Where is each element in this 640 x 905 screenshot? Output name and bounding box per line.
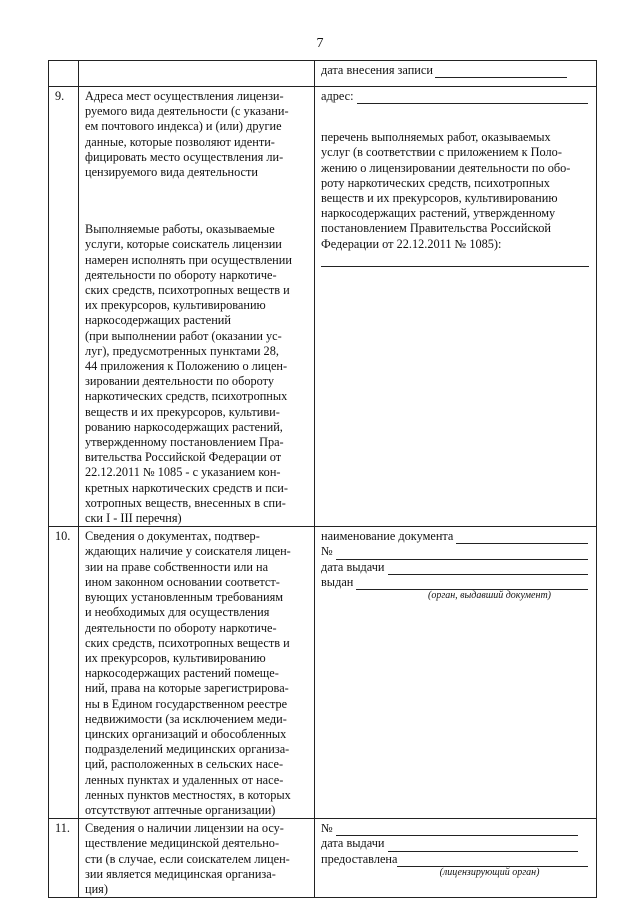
text-line: 44 приложения к Положению о лицен- <box>85 359 288 374</box>
license-number-field[interactable] <box>336 824 578 836</box>
text-line: жению о лицензировании деятельности по обо- <box>321 160 571 175</box>
table-row-11 <box>49 819 597 898</box>
table-row-10 <box>49 527 597 819</box>
text-line: цинских организаций и обособленных <box>85 726 287 741</box>
text-line: перечень выполняемых работ, оказываемых <box>321 130 551 145</box>
issuing-authority-caption: (орган, выдавший документ) <box>427 590 551 602</box>
row-value-cell <box>315 61 597 87</box>
text-line: вительства Российской Федерации от <box>85 450 282 465</box>
table-row-continuation <box>49 61 597 87</box>
text-line: кретных наркотических средств и пси- <box>85 480 288 495</box>
text-line: фицировать место осуществления ли- <box>85 149 284 164</box>
text-line: ленных пунктах и удаленных от насе- <box>85 772 284 787</box>
text-line: ждающих наличие у соискателя лицен- <box>85 544 291 559</box>
text-line: наркотических средств, психотропных <box>85 389 288 404</box>
row-10-value-cell <box>315 527 597 819</box>
text-line: зии является медицинская организа- <box>85 866 276 881</box>
license-provided-field[interactable] <box>397 855 588 867</box>
doc-name-label: наименование документа <box>321 529 454 544</box>
text-line: наркосодержащих растений, утвержденному <box>321 206 556 221</box>
page-number: 7 <box>316 36 324 51</box>
text-line: постановлением Правительства Российской <box>321 221 551 236</box>
text-line: Выполняемые работы, оказываемые <box>85 222 275 237</box>
doc-number-line <box>321 544 588 559</box>
doc-issue-date-line <box>321 560 588 575</box>
doc-name-line <box>321 529 588 544</box>
text-line: Федерации от 22.12.2011 № 1085): <box>321 236 502 251</box>
text-line: Сведения о наличии лицензии на осу- <box>85 821 284 836</box>
text-line: ином законном основании соответст- <box>85 574 280 589</box>
text-line: ны в Едином государственном реестре <box>85 696 288 711</box>
text-line: рованию наркосодержащих растений, <box>85 419 283 434</box>
row-9-value-cell <box>315 87 597 527</box>
text-line: ем почтового индекса) и (или) другие <box>85 119 282 134</box>
text-line: луг), предусмотренных пунктами 28, <box>85 343 279 358</box>
text-line: услуг (в соответствии с приложением к Поло- <box>321 145 562 160</box>
text-line: их прекурсоров, культивированию <box>85 298 266 313</box>
text-line: ленных пунктов местностях, в которых <box>85 787 291 802</box>
address-label: адрес: <box>321 89 354 103</box>
text-line: ских средств, психотропных веществ и <box>85 283 290 298</box>
row-11-label-cell <box>79 819 315 898</box>
row-10-label-cell <box>79 527 315 819</box>
text-line: и необходимых для осуществления <box>85 605 270 620</box>
text-line: наркосодержащих растений помеще- <box>85 666 279 681</box>
text-line: цензируемого вида деятельности <box>85 165 258 180</box>
doc-issued-by-line <box>321 575 588 590</box>
entry-date-line <box>321 63 588 78</box>
text-line: веществ и их прекурсоров, культивированию <box>321 191 558 206</box>
text-line: ски I - III перечня) <box>85 511 182 526</box>
text-line: (при выполнении работ (оказании ус- <box>85 328 282 343</box>
text-line: отсутствуют аптечные организации) <box>85 802 276 817</box>
doc-issue-date-field[interactable] <box>388 563 588 575</box>
row-number: 9. <box>49 87 79 527</box>
license-provided-line <box>321 852 588 867</box>
text-line: услуги, которые соискатель лицензии <box>85 237 282 252</box>
row-number-cell <box>49 61 79 87</box>
text-line: хотропных веществ, внесенных в спи- <box>85 495 286 510</box>
license-issue-date-field[interactable] <box>388 840 578 852</box>
doc-issued-by-field[interactable] <box>356 578 588 590</box>
doc-issue-date-label: дата выдачи <box>321 559 385 574</box>
license-number-label: № <box>321 821 333 836</box>
text-line: подразделений медицинских организа- <box>85 742 290 757</box>
text-line: ществление медицинской деятельно- <box>85 836 280 851</box>
text-line: сти (в случае, если соискателем лицен- <box>85 851 290 866</box>
doc-number-label: № <box>321 544 333 559</box>
license-issue-date-label: дата выдачи <box>321 836 385 851</box>
text-line: ций, расположенных в сельских насе- <box>85 757 284 772</box>
address-line <box>321 89 588 104</box>
works-list-instructions <box>321 130 588 252</box>
licensing-authority-caption: (лицензирующий орган) <box>439 866 540 878</box>
text-line: зии на праве собственности или на <box>85 559 269 574</box>
text-line: деятельности по обороту наркотиче- <box>85 267 277 282</box>
table-row-9 <box>49 87 597 527</box>
license-number-line <box>321 821 588 836</box>
license-issue-date-line <box>321 836 588 851</box>
text-line: недвижимости (за исключением меди- <box>85 711 287 726</box>
application-form-table <box>48 60 597 898</box>
text-line: данные, которые позволяют иденти- <box>85 134 275 149</box>
text-line: ских средств, психотропных веществ и <box>85 635 290 650</box>
text-line: зировании деятельности по обороту <box>85 374 274 389</box>
text-line: вующих установленным требованиям <box>85 590 284 605</box>
license-provided-label: предоставлена <box>321 851 398 866</box>
text-line: наркосодержащих растений <box>85 313 231 328</box>
text-line: роту наркотических средств, психотропных <box>321 175 550 190</box>
text-line: веществ и их прекурсоров, культиви- <box>85 404 280 419</box>
address-description <box>85 89 308 180</box>
entry-date-label: дата внесения записи <box>321 63 433 77</box>
works-list-field[interactable] <box>321 266 589 267</box>
row-number: 11. <box>49 819 79 898</box>
doc-number-field[interactable] <box>336 548 588 560</box>
text-line: намерен исполнять при осуществлении <box>85 252 292 267</box>
entry-date-field[interactable] <box>435 66 567 78</box>
row-11-value-cell <box>315 819 597 898</box>
doc-name-field[interactable] <box>456 532 588 544</box>
text-line: утвержденному постановлением Пра- <box>85 435 284 450</box>
text-line: 22.12.2011 № 1085 - с указанием кон- <box>85 465 281 480</box>
text-line: их прекурсоров, культивированию <box>85 650 266 665</box>
row-number: 10. <box>49 527 79 819</box>
text-line: руемого вида деятельности (с указани- <box>85 104 289 119</box>
text-line: деятельности по обороту наркотиче- <box>85 620 277 635</box>
text-line: Сведения о документах, подтвер- <box>85 529 260 544</box>
address-field[interactable] <box>357 92 588 104</box>
row-label-cell <box>79 61 315 87</box>
text-line: ция) <box>85 881 108 896</box>
works-description <box>85 222 308 526</box>
doc-issued-by-label: выдан <box>321 574 354 589</box>
text-line: ний, права на которые зарегистрирова- <box>85 681 289 696</box>
text-line: Адреса мест осуществления лицензи- <box>85 89 284 103</box>
row-9-label-cell <box>79 87 315 527</box>
